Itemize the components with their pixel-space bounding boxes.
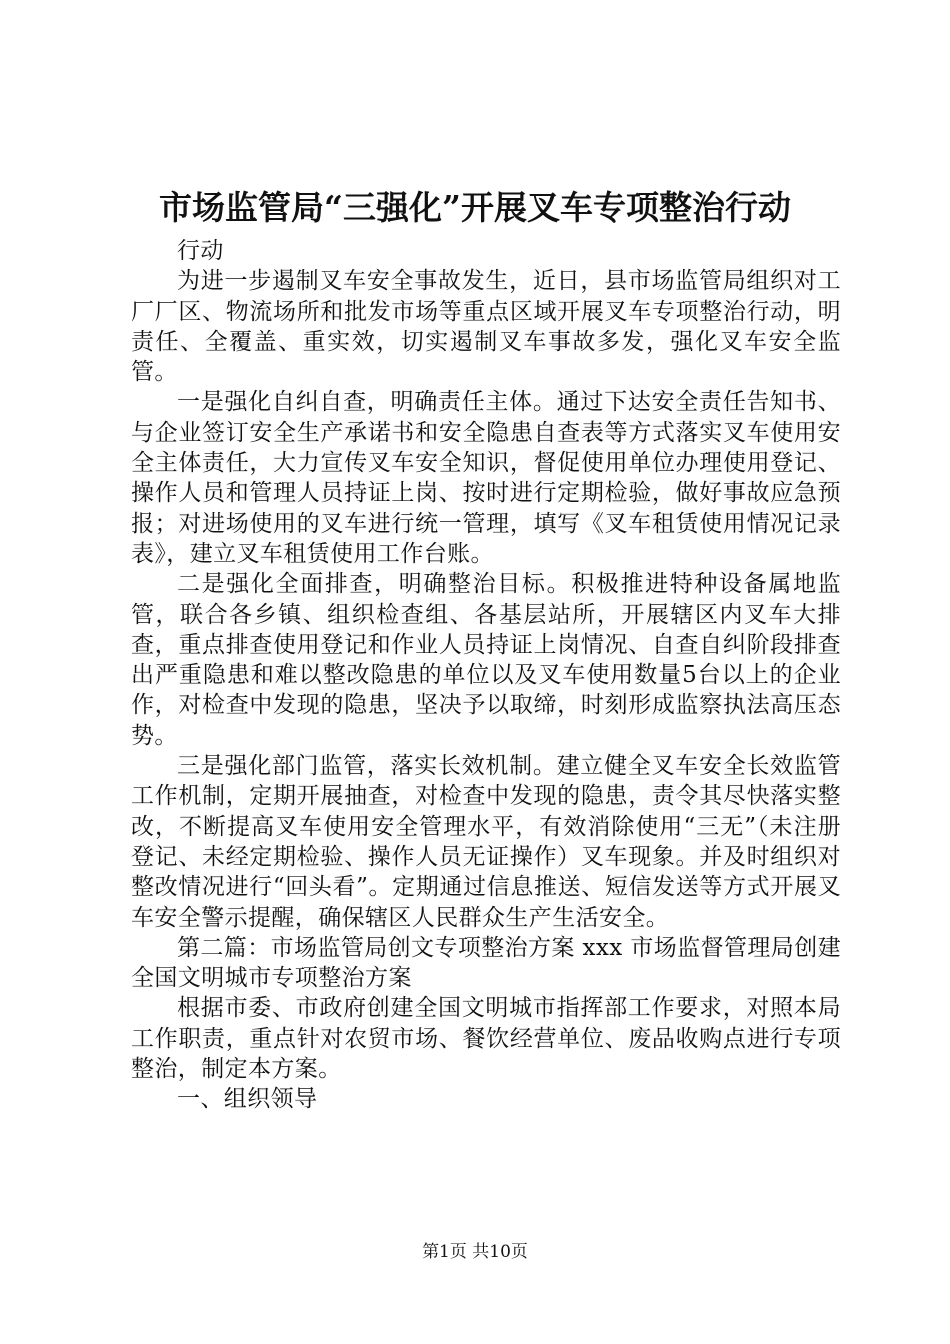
paragraph-intro: 为进一步遏制叉车安全事故发生，近日，县市场监管局组织对工厂厂区、物流场所和批发市场等重点区域开展叉车专项整治行动，明责任、全覆盖、重实效，切实遏制叉车事故多发，强化叉车安全监管。 bbox=[131, 268, 841, 386]
paragraph-second-article-intro: 根据市委、市政府创建全国文明城市指挥部工作要求，对照本局工作职责，重点针对农贸市场、餐饮经营单位、废品收购点进行专项整治，制定本方案。 bbox=[131, 995, 841, 1083]
paragraph-point-one: 一是强化自纠自查，明确责任主体。通过下达安全责任告知书、与企业签订安全生产承诺书和安全隐患自查表等方式落实叉车使用安全主体责任，大力宣传叉车安全知识，督促使用单位办理使用登记、操作人员和管理人员持证上岗、按时进行定期检验，做好事故应急预报；对进场使用的叉车进行统一管理，填写《叉车租赁使用情况记录表》，建立叉车租赁使用工作台账。 bbox=[131, 389, 841, 567]
document-title: 市场监管局“三强化”开展叉车专项整治行动 bbox=[159, 188, 791, 227]
document-body bbox=[131, 236, 841, 1115]
paragraph-point-two: 二是强化全面排查，明确整治目标。积极推进特种设备属地监管，联合各乡镇、组织检查组、各基层站所，开展辖区内叉车大排查，重点排查使用登记和作业人员持证上岗情况、自查自纠阶段排查出严重隐患和难以整改隐患的单位以及叉车使用数量5台以上的企业作，对检查中发现的隐患，坚决予以取缔，时刻形成监察执法高压态势。 bbox=[131, 571, 841, 749]
page-footer: 第1页 共10页 bbox=[422, 1242, 528, 1262]
paragraph-point-three: 三是强化部门监管，落实长效机制。建立健全叉车安全长效监管工作机制，定期开展抽查，对检查中发现的隐患，责令其尽快落实整改，不断提高叉车使用安全管理水平，有效消除使用“三无”（未注册登记、未经定期检验、操作人员无证操作）叉车现象。并及时组织对整改情况进行“回头看”。定期通过信息推送、短信发送等方式开展叉车安全警示提醒，确保辖区人民群众生产生活安全。 bbox=[131, 753, 841, 931]
paragraph-second-article-title: 第二篇：市场监管局创文专项整治方案 xxx 市场监督管理局创建全国文明城市专项整治方案 bbox=[131, 934, 841, 992]
paragraph-heading-fragment: 行动 bbox=[177, 238, 224, 264]
section-heading-organization: 一、组织领导 bbox=[177, 1086, 318, 1113]
